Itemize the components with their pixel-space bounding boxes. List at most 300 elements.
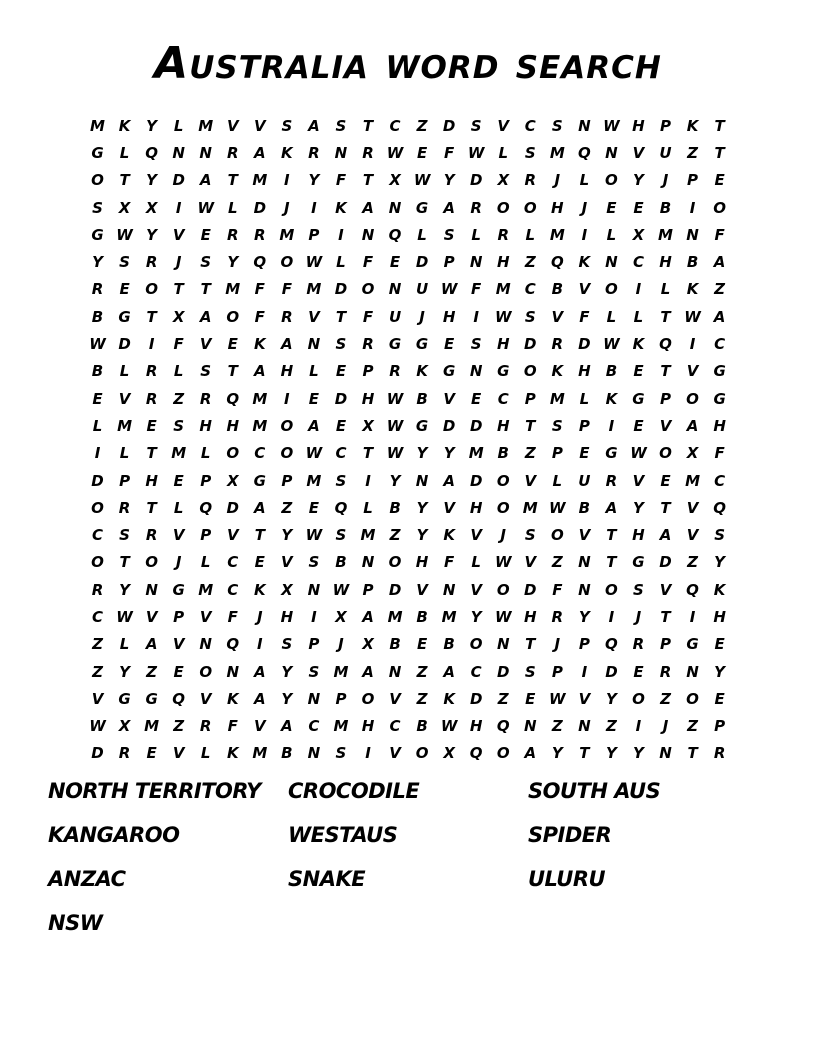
- grid-cell: E: [633, 198, 644, 217]
- grid-cell: G: [91, 225, 104, 244]
- grid-cell: R: [308, 143, 320, 162]
- grid-cell: E: [308, 498, 320, 517]
- grid-cell: J: [635, 607, 642, 626]
- grid-cell: R: [632, 635, 645, 654]
- grid-cell: A: [362, 198, 374, 217]
- grid-cell: A: [362, 607, 374, 626]
- grid-cell: D: [578, 335, 591, 354]
- grid-cell: V: [254, 717, 266, 736]
- grid-cell: O: [361, 689, 375, 708]
- grid-cell: K: [226, 744, 239, 763]
- grid-cell: P: [660, 635, 671, 654]
- grid-cell: I: [311, 198, 317, 217]
- grid-cell: X: [443, 744, 455, 763]
- grid-cell: S: [119, 526, 130, 545]
- grid-cell: V: [632, 143, 645, 162]
- grid-cell: O: [686, 389, 699, 408]
- grid-cell: L: [119, 362, 130, 381]
- grid-cell: A: [443, 471, 455, 490]
- grid-cell: E: [714, 171, 725, 190]
- grid-cell: Q: [388, 225, 402, 244]
- grid-cell: X: [362, 635, 374, 654]
- grid-cell: H: [496, 335, 510, 354]
- grid-cell: O: [496, 744, 510, 763]
- grid-cell: N: [361, 553, 375, 572]
- grid-cell: T: [200, 280, 211, 299]
- grid-cell: E: [714, 635, 725, 654]
- grid-cell: S: [92, 198, 103, 217]
- grid-cell: H: [632, 526, 645, 545]
- grid-cell: O: [280, 253, 294, 272]
- grid-cell: O: [605, 171, 618, 190]
- grid-cell: Y: [578, 607, 590, 626]
- grid-cell: W: [440, 280, 458, 299]
- grid-cell: Z: [416, 689, 428, 708]
- grid-cell: R: [551, 607, 564, 626]
- grid-cell: F: [227, 607, 238, 626]
- grid-cell: A: [281, 717, 293, 736]
- grid-cell: A: [254, 689, 266, 708]
- grid-cell: P: [660, 389, 671, 408]
- grid-cell: V: [686, 526, 699, 545]
- grid-cell: O: [469, 635, 483, 654]
- grid-cell: V: [199, 335, 212, 354]
- grid-cell: P: [714, 717, 726, 736]
- grid-cell: G: [686, 635, 699, 654]
- grid-cell: E: [227, 335, 238, 354]
- grid-cell: X: [335, 607, 347, 626]
- grid-cell: Y: [470, 607, 482, 626]
- grid-cell: V: [470, 580, 482, 599]
- grid-cell: P: [200, 526, 212, 545]
- grid-cell: O: [388, 553, 402, 572]
- grid-cell: W: [116, 607, 133, 626]
- grid-cell: V: [443, 498, 455, 517]
- grid-cell: T: [254, 526, 265, 545]
- grid-cell: P: [335, 689, 347, 708]
- grid-cell: T: [606, 526, 617, 545]
- grid-cell: P: [687, 171, 699, 190]
- grid-cell: O: [686, 689, 699, 708]
- grid-cell: P: [173, 607, 185, 626]
- grid-row: [84, 658, 733, 685]
- grid-cell: E: [119, 280, 130, 299]
- grid-cell: R: [91, 280, 104, 299]
- grid-cell: V: [632, 471, 645, 490]
- grid-cell: V: [172, 225, 185, 244]
- grid-cell: B: [335, 553, 347, 572]
- grid-cell: T: [660, 307, 671, 326]
- grid-cell: Y: [551, 744, 563, 763]
- grid-cell: Q: [226, 389, 240, 408]
- grid-cell: E: [633, 662, 644, 681]
- grid-cell: G: [713, 389, 726, 408]
- grid-cell: V: [416, 580, 428, 599]
- grid-cell: G: [118, 307, 131, 326]
- grid-cell: V: [226, 526, 239, 545]
- grid-cell: H: [280, 362, 294, 381]
- grid-cell: S: [335, 744, 347, 763]
- grid-cell: R: [281, 307, 293, 326]
- grid-cell: Y: [308, 171, 320, 190]
- grid-cell: F: [714, 225, 725, 244]
- grid-cell: Z: [281, 498, 293, 517]
- grid-cell: V: [281, 553, 293, 572]
- grid-row: [84, 685, 733, 712]
- grid-cell: C: [632, 253, 644, 272]
- grid-cell: Y: [146, 225, 158, 244]
- grid-cell: N: [415, 471, 429, 490]
- grid-cell: T: [606, 553, 617, 572]
- grid-cell: J: [175, 553, 182, 572]
- grid-cell: A: [199, 307, 212, 326]
- grid-cell: O: [226, 307, 240, 326]
- grid-cell: R: [145, 526, 158, 545]
- grid-cell: V: [497, 116, 510, 135]
- grid-cell: U: [659, 143, 672, 162]
- grid-cell: I: [581, 225, 588, 244]
- grid-cell: V: [659, 580, 672, 599]
- grid-cell: T: [579, 744, 590, 763]
- grid-cell: P: [119, 471, 131, 490]
- grid-cell: N: [172, 143, 185, 162]
- grid-cell: R: [362, 335, 374, 354]
- grid-cell: F: [173, 335, 184, 354]
- grid-cell: S: [308, 553, 320, 572]
- grid-cell: V: [254, 116, 266, 135]
- grid-cell: L: [119, 444, 130, 463]
- grid-cell: L: [471, 553, 481, 572]
- grid-row: [84, 385, 733, 412]
- grid-cell: L: [579, 171, 590, 190]
- grid-cell: J: [554, 171, 561, 190]
- grid-cell: W: [197, 198, 214, 217]
- grid-cell: H: [469, 717, 483, 736]
- grid-cell: H: [226, 416, 240, 435]
- grid-cell: D: [469, 471, 483, 490]
- grid-cell: B: [578, 498, 591, 517]
- grid-cell: O: [145, 553, 158, 572]
- grid-cell: E: [633, 362, 644, 381]
- grid-cell: H: [659, 253, 672, 272]
- grid-cell: B: [389, 635, 401, 654]
- grid-cell: S: [470, 116, 482, 135]
- grid-cell: L: [606, 225, 617, 244]
- grid-cell: I: [608, 416, 615, 435]
- grid-cell: M: [279, 225, 295, 244]
- grid-cell: Y: [146, 116, 158, 135]
- grid-cell: A: [443, 662, 455, 681]
- grid-cell: M: [333, 717, 349, 736]
- grid-cell: G: [172, 580, 185, 599]
- grid-cell: L: [200, 744, 211, 763]
- grid-cell: S: [308, 662, 320, 681]
- grid-cell: O: [91, 498, 104, 517]
- grid-cell: E: [254, 553, 265, 572]
- grid-cell: T: [146, 307, 157, 326]
- grid-cell: X: [632, 225, 645, 244]
- grid-cell: N: [605, 253, 618, 272]
- grid-cell: O: [605, 580, 618, 599]
- grid-cell: A: [713, 307, 726, 326]
- grid-cell: L: [606, 307, 617, 326]
- grid-cell: Y: [227, 253, 239, 272]
- grid-cell: Y: [416, 526, 428, 545]
- grid-cell: Y: [633, 744, 644, 763]
- grid-cell: E: [173, 471, 184, 490]
- grid-cell: A: [281, 335, 293, 354]
- grid-cell: R: [254, 225, 266, 244]
- grid-cell: B: [91, 307, 104, 326]
- word-list-item: CROCODILE: [288, 779, 420, 803]
- grid-cell: A: [254, 662, 266, 681]
- grid-cell: G: [118, 689, 131, 708]
- grid-cell: E: [308, 389, 320, 408]
- grid-cell: D: [334, 389, 348, 408]
- grid-cell: H: [496, 416, 510, 435]
- grid-cell: R: [118, 498, 131, 517]
- grid-cell: B: [497, 444, 509, 463]
- grid-cell: S: [524, 662, 536, 681]
- grid-cell: T: [525, 635, 536, 654]
- grid-cell: L: [173, 498, 184, 517]
- grid-cell: Y: [416, 444, 428, 463]
- grid-cell: M: [90, 116, 105, 135]
- grid-cell: A: [524, 744, 537, 763]
- grid-row: [84, 112, 733, 139]
- grid-cell: N: [388, 198, 402, 217]
- grid-cell: X: [172, 307, 185, 326]
- grid-cell: V: [551, 307, 564, 326]
- grid-cell: E: [173, 662, 184, 681]
- grid-cell: V: [389, 744, 401, 763]
- grid-cell: W: [386, 143, 404, 162]
- grid-cell: E: [444, 335, 455, 354]
- grid-cell: T: [146, 444, 157, 463]
- grid-cell: C: [714, 471, 726, 490]
- grid-row: [84, 740, 733, 767]
- grid-cell: S: [443, 225, 455, 244]
- word-list-item: SOUTH AUS: [528, 779, 661, 803]
- grid-cell: M: [252, 416, 268, 435]
- grid-cell: C: [227, 580, 239, 599]
- grid-cell: V: [172, 744, 185, 763]
- grid-cell: V: [578, 689, 591, 708]
- grid-cell: V: [686, 362, 699, 381]
- grid-cell: S: [119, 253, 130, 272]
- grid-cell: H: [280, 607, 294, 626]
- grid-cell: L: [552, 471, 563, 490]
- grid-cell: H: [713, 416, 726, 435]
- grid-cell: V: [470, 526, 482, 545]
- grid-cell: P: [443, 253, 455, 272]
- grid-cell: K: [118, 116, 131, 135]
- grid-cell: N: [388, 662, 402, 681]
- grid-cell: Y: [714, 662, 726, 681]
- grid-cell: M: [306, 280, 322, 299]
- grid-cell: C: [92, 526, 104, 545]
- grid-cell: S: [335, 526, 347, 545]
- grid-cell: T: [362, 116, 374, 135]
- grid-cell: N: [523, 717, 537, 736]
- grid-cell: I: [608, 607, 615, 626]
- grid-cell: S: [633, 580, 644, 599]
- grid-cell: N: [334, 143, 348, 162]
- grid-cell: G: [605, 444, 618, 463]
- grid-cell: O: [91, 171, 104, 190]
- grid-cell: B: [605, 362, 618, 381]
- grid-cell: M: [333, 662, 349, 681]
- grid-cell: M: [252, 389, 268, 408]
- grid-cell: H: [361, 717, 375, 736]
- grid-cell: A: [686, 416, 699, 435]
- grid-cell: T: [119, 553, 130, 572]
- grid-cell: J: [419, 307, 425, 326]
- grid-cell: Z: [524, 253, 536, 272]
- grid-cell: Y: [416, 498, 428, 517]
- grid-cell: Y: [389, 471, 401, 490]
- grid-cell: J: [175, 253, 182, 272]
- grid-cell: Y: [281, 662, 293, 681]
- grid-cell: O: [496, 471, 510, 490]
- grid-cell: K: [686, 116, 699, 135]
- grid-cell: B: [416, 717, 428, 736]
- grid-cell: I: [148, 335, 155, 354]
- grid-cell: T: [660, 362, 671, 381]
- grid-cell: I: [284, 389, 290, 408]
- grid-cell: W: [305, 253, 323, 272]
- grid-cell: V: [686, 498, 699, 517]
- grid-cell: G: [415, 198, 429, 217]
- grid-cell: Q: [577, 143, 591, 162]
- grid-cell: C: [335, 444, 347, 463]
- grid-cell: R: [551, 335, 564, 354]
- grid-cell: P: [200, 471, 212, 490]
- grid-cell: O: [550, 526, 564, 545]
- grid-cell: I: [311, 607, 317, 626]
- grid-cell: Y: [443, 171, 455, 190]
- grid-cell: C: [227, 553, 239, 572]
- grid-cell: I: [473, 307, 479, 326]
- grid-cell: I: [94, 444, 101, 463]
- grid-cell: S: [714, 526, 725, 545]
- grid-cell: W: [494, 553, 512, 572]
- grid-cell: C: [524, 116, 536, 135]
- word-list-item: SPIDER: [528, 823, 612, 847]
- grid-cell: X: [118, 198, 131, 217]
- grid-cell: O: [91, 553, 104, 572]
- grid-cell: D: [226, 498, 239, 517]
- grid-cell: W: [332, 580, 350, 599]
- grid-cell: K: [578, 253, 591, 272]
- grid-cell: A: [362, 662, 374, 681]
- grid-cell: S: [551, 416, 563, 435]
- grid-cell: X: [686, 444, 699, 463]
- grid-cell: D: [469, 171, 483, 190]
- grid-cell: C: [254, 444, 266, 463]
- grid-cell: A: [254, 498, 266, 517]
- grid-cell: B: [686, 253, 699, 272]
- grid-cell: N: [578, 717, 591, 736]
- grid-cell: W: [89, 717, 106, 736]
- grid-cell: W: [494, 607, 512, 626]
- grid-cell: I: [284, 171, 290, 190]
- grid-cell: A: [308, 416, 320, 435]
- word-list-item: SNAKE: [288, 867, 366, 891]
- grid-cell: H: [578, 362, 591, 381]
- grid-cell: B: [416, 607, 428, 626]
- grid-cell: H: [442, 307, 456, 326]
- grid-cell: Z: [714, 280, 726, 299]
- word-list-item: NORTH TERRITORY: [48, 779, 261, 803]
- grid-cell: G: [415, 416, 429, 435]
- grid-cell: Z: [389, 526, 401, 545]
- grid-cell: D: [388, 580, 402, 599]
- grid-cell: V: [389, 689, 401, 708]
- grid-cell: I: [689, 198, 696, 217]
- grid-cell: Q: [686, 580, 699, 599]
- word-list-item: KANGAROO: [48, 823, 180, 847]
- grid-cell: F: [362, 307, 374, 326]
- grid-cell: O: [496, 498, 510, 517]
- grid-row: [84, 167, 733, 194]
- grid-cell: K: [226, 689, 239, 708]
- grid-cell: N: [496, 635, 510, 654]
- grid-cell: F: [335, 171, 347, 190]
- grid-cell: N: [226, 662, 240, 681]
- grid-cell: U: [415, 280, 429, 299]
- grid-cell: T: [362, 171, 374, 190]
- grid-cell: E: [200, 225, 211, 244]
- grid-cell: O: [280, 444, 294, 463]
- grid-cell: M: [198, 580, 214, 599]
- grid-cell: A: [605, 498, 618, 517]
- grid-cell: H: [713, 607, 726, 626]
- grid-cell: B: [551, 280, 564, 299]
- grid-cell: O: [280, 416, 294, 435]
- grid-cell: P: [551, 444, 563, 463]
- grid-cell: N: [659, 744, 672, 763]
- grid-cell: A: [254, 362, 266, 381]
- grid-cell: X: [362, 416, 374, 435]
- grid-cell: R: [199, 389, 212, 408]
- grid-cell: C: [524, 280, 536, 299]
- grid-cell: O: [523, 362, 537, 381]
- grid-cell: M: [549, 225, 565, 244]
- grid-cell: Z: [416, 662, 428, 681]
- grid-cell: Y: [605, 689, 617, 708]
- grid-cell: X: [226, 471, 239, 490]
- grid-cell: E: [416, 635, 428, 654]
- grid-cell: R: [524, 171, 537, 190]
- grid-cell: O: [605, 280, 618, 299]
- grid-cell: Z: [173, 389, 185, 408]
- grid-cell: A: [443, 198, 455, 217]
- grid-cell: R: [199, 717, 212, 736]
- grid-cell: V: [199, 607, 212, 626]
- grid-cell: Y: [443, 444, 455, 463]
- grid-cell: P: [362, 362, 374, 381]
- grid-cell: E: [606, 198, 617, 217]
- grid-cell: O: [496, 198, 510, 217]
- grid-cell: P: [524, 389, 536, 408]
- grid-cell: J: [284, 198, 290, 217]
- grid-cell: O: [632, 689, 645, 708]
- grid-cell: P: [578, 635, 590, 654]
- grid-cell: J: [581, 198, 588, 217]
- grid-cell: F: [362, 253, 374, 272]
- grid-cell: K: [253, 580, 266, 599]
